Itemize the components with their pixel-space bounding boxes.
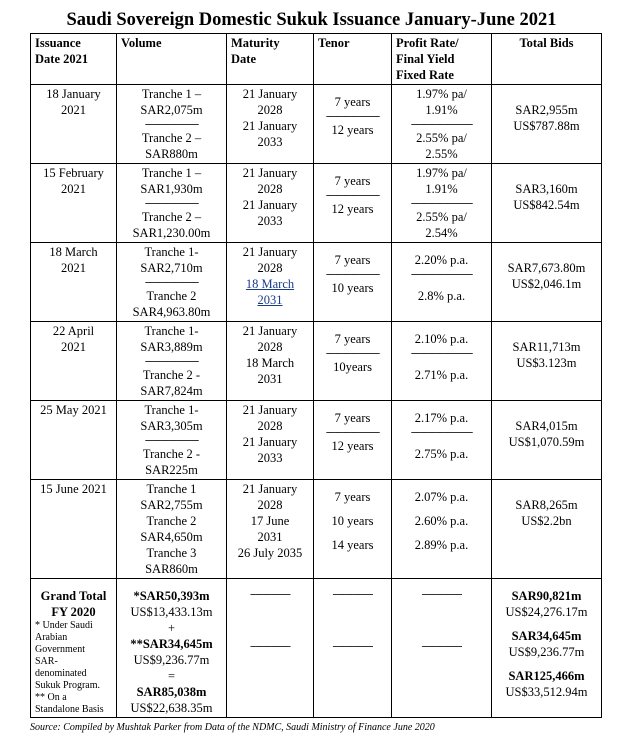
profit-rate-cell xyxy=(392,164,492,243)
maturity-cell xyxy=(227,243,314,322)
cell-text: 21 January xyxy=(242,324,298,338)
spacer xyxy=(496,331,597,339)
cell-text: 2028 xyxy=(257,103,283,117)
spacer xyxy=(396,481,487,489)
spacer xyxy=(35,580,112,588)
cell-text: US$2,046.1m xyxy=(511,277,582,291)
cell-text: SAR7,673.80m xyxy=(507,261,586,275)
cell-text: 2021 xyxy=(61,182,86,196)
cell-text: 2031 xyxy=(257,530,283,544)
spacer xyxy=(496,402,597,410)
cell-text: 26 July 2035 xyxy=(237,546,303,560)
cell-text: 2.55% pa/ xyxy=(416,210,467,224)
cell-text: 2.89% p.a. xyxy=(414,538,469,552)
cell-text: Tranche 2 – xyxy=(141,210,202,224)
cell-text: 2.07% p.a. xyxy=(414,490,469,504)
table-row xyxy=(31,243,602,322)
profit-rate-cell xyxy=(392,480,492,579)
cell-text: 7 years xyxy=(334,411,371,425)
grand-total-maturity-cell xyxy=(227,579,314,718)
spacer xyxy=(318,632,387,640)
grand-total-bids-cell xyxy=(492,579,602,718)
sukuk-issuance-table xyxy=(30,33,602,718)
cell-text: 21 January xyxy=(242,119,298,133)
cell-text: 18 March xyxy=(49,245,98,259)
cell-text: 15 June 2021 xyxy=(40,482,107,496)
cell-text: US$3.123m xyxy=(516,356,577,370)
cell-text: 1.91% xyxy=(425,182,458,196)
issuance-date-cell xyxy=(31,480,117,579)
grand-total-tenor-cell xyxy=(314,579,392,718)
cell-text: US$33,512.94m xyxy=(505,685,588,699)
cell-text: US$1,070.59m xyxy=(508,435,585,449)
tenor-cell xyxy=(314,480,392,579)
row-separator: ----------------------- xyxy=(410,118,473,130)
header-tenor: Tenor xyxy=(314,34,392,85)
total-bids-cell xyxy=(492,480,602,579)
cell-text: Tranche 2 xyxy=(146,289,197,303)
cell-text: 21 January xyxy=(242,403,298,417)
issuance-date-cell xyxy=(31,85,117,164)
cell-text: Tranche 1- xyxy=(144,403,199,417)
cell-text: SAR3,889m xyxy=(140,340,203,354)
spacer xyxy=(496,173,597,181)
spacer xyxy=(496,244,597,252)
cell-text: SAR860m xyxy=(145,562,198,576)
spacer xyxy=(231,580,309,588)
cell-text: Tranche 1- xyxy=(144,324,199,338)
grand-total-row xyxy=(31,579,602,718)
cell-text: SAR4,650m xyxy=(140,530,203,544)
table-title: Saudi Sovereign Domestic Sukuk Issuance January-June 2021 xyxy=(66,10,557,30)
table-row xyxy=(31,322,602,401)
spacer xyxy=(231,624,309,632)
spacer xyxy=(496,481,597,489)
maturity-cell xyxy=(227,85,314,164)
cell-text: 14 years xyxy=(331,538,374,552)
spacer xyxy=(496,252,597,260)
cell-text: 2.17% p.a. xyxy=(414,411,469,425)
table-row xyxy=(31,480,602,579)
maturity-cell xyxy=(227,322,314,401)
cell-text: US$842.54m xyxy=(513,198,580,212)
table-row xyxy=(31,401,602,480)
spacer xyxy=(396,616,487,624)
spacer xyxy=(396,244,487,252)
cell-text: 2028 xyxy=(257,419,283,433)
cell-text: 2021 xyxy=(61,103,86,117)
tenor-cell xyxy=(314,164,392,243)
maturity-cell xyxy=(227,480,314,579)
cell-text: 7 years xyxy=(334,490,371,504)
row-separator: --------------- xyxy=(421,588,462,600)
volume-cell xyxy=(117,85,227,164)
spacer xyxy=(396,505,487,513)
tenor-cell xyxy=(314,85,392,164)
cell-text: SAR125,466m xyxy=(508,669,585,683)
spacer xyxy=(396,359,487,367)
cell-text: SAR1,930m xyxy=(140,182,203,196)
spacer xyxy=(318,86,387,94)
spacer xyxy=(396,438,487,446)
total-bids-cell xyxy=(492,322,602,401)
row-separator: -------------------- xyxy=(144,434,199,446)
profit-rate-cell xyxy=(392,401,492,480)
cell-text: + xyxy=(167,621,176,635)
cell-text: 2.71% p.a. xyxy=(414,368,469,382)
cell-text: US$13,433.13m xyxy=(130,605,213,619)
spacer xyxy=(496,94,597,102)
cell-text: 22 April xyxy=(52,324,95,338)
row-separator: -------------------- xyxy=(144,197,199,209)
maturity-cell xyxy=(227,164,314,243)
cell-text: SAR880m xyxy=(145,147,198,161)
footnote-line: Standalone Basis xyxy=(35,704,104,715)
cell-text: SAR3,160m xyxy=(515,182,578,196)
cell-text: SAR4,015m xyxy=(515,419,578,433)
tenor-cell xyxy=(314,243,392,322)
row-separator: ----------------------- xyxy=(410,426,473,438)
row-separator: --------------- xyxy=(332,588,373,600)
cell-text: SAR90,821m xyxy=(511,589,582,603)
cell-text: 18 January xyxy=(46,87,101,101)
cell-text: 21 January xyxy=(242,198,298,212)
footnote-line: denominated xyxy=(35,668,87,679)
row-separator: ----------------------- xyxy=(410,347,473,359)
row-separator: -------------------- xyxy=(144,276,199,288)
cell-text: 2.8% p.a. xyxy=(417,289,466,303)
row-separator: ----------------------- xyxy=(410,197,473,209)
cell-text: 18 March xyxy=(245,277,295,291)
cell-text: 21 January xyxy=(242,245,298,259)
tenor-cell xyxy=(314,401,392,480)
row-separator: -------------------- xyxy=(325,189,380,201)
cell-text: SAR3,305m xyxy=(140,419,203,433)
cell-text: 2028 xyxy=(257,261,283,275)
cell-text: US$24,276.17m xyxy=(505,605,588,619)
spacer xyxy=(496,165,597,173)
cell-text: SAR225m xyxy=(145,463,198,477)
cell-text: 2021 xyxy=(61,261,86,275)
cell-text: SAR85,038m xyxy=(136,685,207,699)
profit-rate-cell xyxy=(392,243,492,322)
grand-total-label-cell xyxy=(31,579,117,718)
maturity-cell xyxy=(227,401,314,480)
spacer xyxy=(318,323,387,331)
row-separator: -------------------- xyxy=(325,347,380,359)
spacer xyxy=(318,481,387,489)
cell-text: 10 years xyxy=(331,281,374,295)
cell-text: SAR2,955m xyxy=(515,103,578,117)
row-separator: -------------------- xyxy=(325,426,380,438)
cell-text: Tranche 1 – xyxy=(141,166,202,180)
header-row xyxy=(31,34,602,85)
cell-text: SAR7,824m xyxy=(140,384,203,398)
cell-text: Tranche 1 xyxy=(146,482,197,496)
cell-text: SAR1,230.00m xyxy=(132,226,211,240)
cell-text: 1.91% xyxy=(425,103,458,117)
spacer xyxy=(496,410,597,418)
issuance-date-cell xyxy=(31,243,117,322)
cell-text: 2.60% p.a. xyxy=(414,514,469,528)
cell-text: Tranche 2 xyxy=(146,514,197,528)
total-bids-cell xyxy=(492,243,602,322)
issuance-date-cell xyxy=(31,322,117,401)
spacer xyxy=(231,632,309,640)
issuance-date-cell xyxy=(31,164,117,243)
profit-rate-cell xyxy=(392,85,492,164)
row-separator: --------------- xyxy=(421,640,462,652)
table-row xyxy=(31,164,602,243)
cell-text: 21 January xyxy=(242,482,298,496)
spacer xyxy=(396,632,487,640)
spacer xyxy=(396,402,487,410)
spacer xyxy=(318,529,387,537)
cell-text: US$787.88m xyxy=(513,119,580,133)
row-separator: -------------------- xyxy=(325,110,380,122)
cell-text: 2028 xyxy=(257,498,283,512)
cell-text: 2033 xyxy=(257,451,283,465)
volume-cell xyxy=(117,322,227,401)
spacer xyxy=(318,402,387,410)
total-bids-cell xyxy=(492,85,602,164)
spacer xyxy=(318,624,387,632)
cell-text: Tranche 2 - xyxy=(142,368,201,382)
issuance-date-cell xyxy=(31,401,117,480)
row-separator: --------------- xyxy=(250,640,290,652)
spacer xyxy=(396,600,487,608)
cell-text: 21 January xyxy=(242,435,298,449)
cell-text: 2.10% p.a. xyxy=(414,332,469,346)
header-total-bids: Total Bids xyxy=(492,34,602,85)
cell-text: = xyxy=(167,669,176,683)
cell-text: 17 June xyxy=(250,514,290,528)
spacer xyxy=(318,616,387,624)
cell-text: 2031 xyxy=(257,372,283,386)
grand-total-volume-cell xyxy=(117,579,227,718)
cell-text: 2028 xyxy=(257,182,283,196)
header-issuance-date: Issuance Date 2021 xyxy=(31,34,117,85)
spacer xyxy=(318,600,387,608)
cell-text: 2033 xyxy=(257,135,283,149)
profit-rate-cell xyxy=(392,322,492,401)
total-bids-cell xyxy=(492,164,602,243)
spacer xyxy=(231,616,309,624)
volume-cell xyxy=(117,164,227,243)
cell-text: SAR2,755m xyxy=(140,498,203,512)
cell-text: US$9,236.77m xyxy=(508,645,585,659)
cell-text: FY 2020 xyxy=(51,605,96,619)
cell-text: Tranche 1 – xyxy=(141,87,202,101)
footnote-line: Arabian xyxy=(35,632,68,643)
cell-text: 2031 xyxy=(257,293,283,307)
cell-text: SAR2,075m xyxy=(140,103,203,117)
cell-text: 12 years xyxy=(331,439,374,453)
cell-text: 25 May 2021 xyxy=(40,403,107,417)
cell-text: SAR2,710m xyxy=(140,261,203,275)
spacer xyxy=(231,608,309,616)
footnote-line: Sukuk Program. xyxy=(35,680,100,691)
spacer xyxy=(496,580,597,588)
cell-text: 21 January xyxy=(242,87,298,101)
row-separator: --------------- xyxy=(250,588,290,600)
volume-cell xyxy=(117,401,227,480)
cell-text: 15 February xyxy=(43,166,104,180)
cell-text: 2.20% p.a. xyxy=(414,253,469,267)
cell-text: 10years xyxy=(333,360,372,374)
cell-text: US$9,236.77m xyxy=(133,653,210,667)
row-separator: -------------------- xyxy=(144,118,199,130)
cell-text: 2033 xyxy=(257,214,283,228)
spacer xyxy=(231,600,309,608)
cell-text: SAR34,645m xyxy=(511,629,582,643)
cell-text: Grand Total xyxy=(40,589,107,603)
source-note: Source: Compiled by Mushtak Parker from Data of the NDMC, Saudi Ministry of Finance June 2020 xyxy=(30,722,435,733)
spacer xyxy=(396,323,487,331)
cell-text: 7 years xyxy=(334,332,371,346)
cell-text: 2.54% xyxy=(425,226,458,240)
spacer xyxy=(496,489,597,497)
tenor-cell xyxy=(314,322,392,401)
table-row xyxy=(31,85,602,164)
spacer xyxy=(496,660,597,668)
spacer xyxy=(496,620,597,628)
cell-text: 7 years xyxy=(334,95,371,109)
cell-text: 1.97% pa/ xyxy=(416,87,467,101)
spacer xyxy=(318,580,387,588)
spacer xyxy=(318,505,387,513)
volume-cell xyxy=(117,480,227,579)
spacer xyxy=(496,86,597,94)
row-separator: -------------------- xyxy=(325,268,380,280)
spacer xyxy=(318,244,387,252)
header-maturity: Maturity Date xyxy=(227,34,314,85)
spacer xyxy=(318,608,387,616)
cell-text: 1.97% pa/ xyxy=(416,166,467,180)
cell-text: Tranche 2 – xyxy=(141,131,202,145)
spacer xyxy=(396,624,487,632)
cell-text: 2028 xyxy=(257,340,283,354)
cell-text: SAR11,713m xyxy=(512,340,581,354)
spacer xyxy=(318,165,387,173)
cell-text: 2.55% xyxy=(425,147,458,161)
grand-total-profit-cell xyxy=(392,579,492,718)
cell-text: US$22,638.35m xyxy=(130,701,213,715)
cell-text: 2021 xyxy=(61,340,86,354)
cell-text: 2.75% p.a. xyxy=(414,447,469,461)
cell-text: **SAR34,645m xyxy=(130,637,213,651)
cell-text: 7 years xyxy=(334,253,371,267)
row-separator: --------------- xyxy=(332,640,373,652)
cell-text: Tranche 2 - xyxy=(142,447,201,461)
volume-cell xyxy=(117,243,227,322)
footnote-line: Government xyxy=(35,644,85,655)
cell-text: Tranche 3 xyxy=(146,546,197,560)
cell-text: 2.55% pa/ xyxy=(416,131,467,145)
cell-text: 18 March xyxy=(245,356,295,370)
spacer xyxy=(396,608,487,616)
footnote-line: SAR- xyxy=(35,656,58,667)
cell-text: SAR4,963.80m xyxy=(132,305,211,319)
header-profit-rate: Profit Rate/ Final Yield Fixed Rate xyxy=(392,34,492,85)
spacer xyxy=(396,280,487,288)
cell-text: *SAR50,393m xyxy=(133,589,210,603)
cell-text: 10 years xyxy=(331,514,374,528)
cell-text: 21 January xyxy=(242,166,298,180)
cell-text: 12 years xyxy=(331,123,374,137)
total-bids-cell xyxy=(492,401,602,480)
spacer xyxy=(396,529,487,537)
cell-text: 7 years xyxy=(334,174,371,188)
cell-text: SAR8,265m xyxy=(515,498,578,512)
spacer xyxy=(121,580,222,588)
cell-text: Tranche 1- xyxy=(144,245,199,259)
cell-text: US$2.2bn xyxy=(521,514,572,528)
spacer xyxy=(396,580,487,588)
row-separator: -------------------- xyxy=(144,355,199,367)
row-separator: ----------------------- xyxy=(410,268,473,280)
header-volume: Volume xyxy=(117,34,227,85)
footnote-line: ** On a xyxy=(35,692,67,703)
cell-text: 12 years xyxy=(331,202,374,216)
spacer xyxy=(496,323,597,331)
footnote-line: * Under Saudi xyxy=(35,620,93,631)
